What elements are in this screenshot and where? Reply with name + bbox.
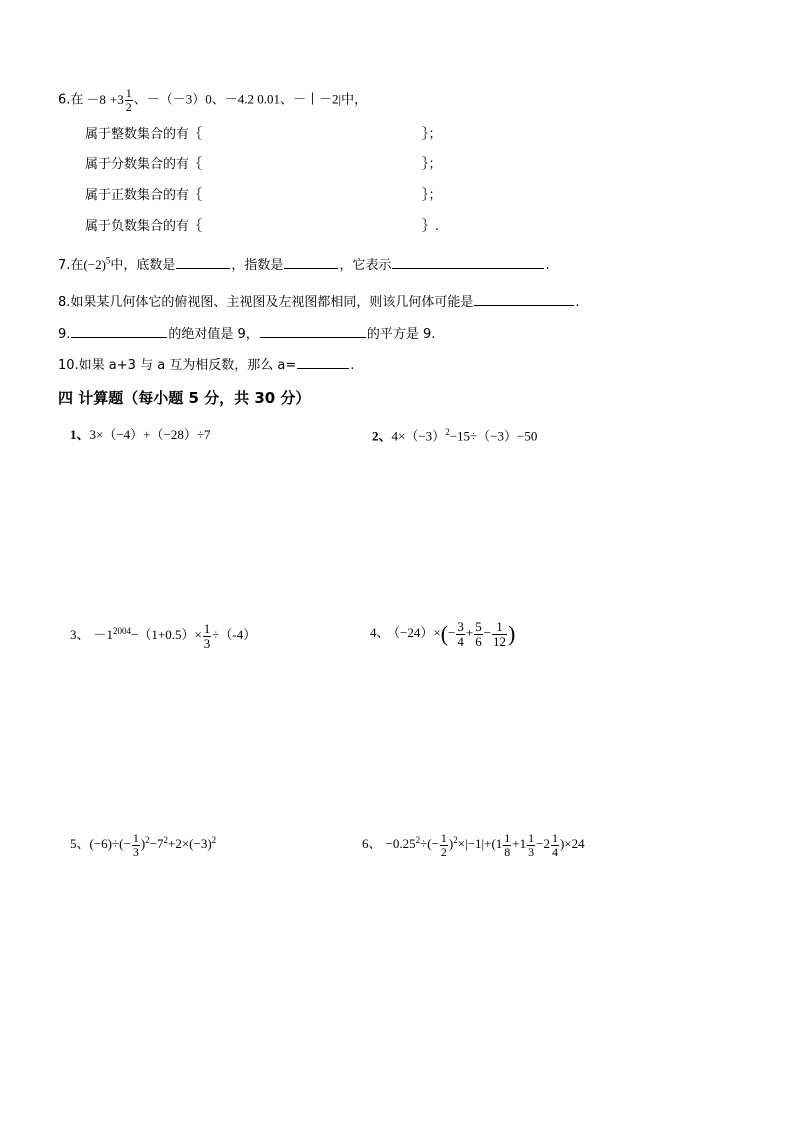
- calc-problem-5-c: −7: [149, 836, 164, 852]
- calc-problem-2-exp: 2: [445, 427, 450, 437]
- q6-fraction: [125, 87, 133, 113]
- calc-problem-4-rparen: ): [508, 621, 516, 647]
- q7-t3: ，它表示: [339, 258, 392, 273]
- q6-row-integer-end: ｝；: [422, 127, 442, 142]
- calc-problem-4-frac-2: [474, 620, 483, 648]
- calc-problem-2-label: 2、: [372, 428, 392, 444]
- q6-row-fraction-end: ｝；: [422, 157, 442, 172]
- calc-problem-3-b: −（1+0.5）×: [131, 627, 202, 643]
- calc-problem-4-frac-1-den: 4: [457, 633, 464, 649]
- q9-t1: 的绝对值是 9，: [168, 327, 259, 342]
- q7-expr: (−2): [83, 257, 106, 272]
- q8-blank[interactable]: [474, 293, 574, 306]
- q10-blank[interactable]: [297, 356, 349, 369]
- calc-problem-5-frac-den: 3: [132, 844, 139, 859]
- q6-num2: +3: [109, 91, 124, 107]
- q6-fraction-num: 1: [125, 86, 132, 100]
- q7-t4: .: [545, 258, 550, 273]
- calc-problem-4-a: （−24）×: [393, 625, 441, 641]
- calc-problem-5-frac-num: 1: [132, 831, 139, 845]
- calc-problem-3-label: 3、: [70, 627, 90, 643]
- q7-line: [58, 256, 550, 272]
- calc-problem-4-frac-3-den: 12: [493, 633, 507, 649]
- q6-line: [58, 87, 367, 113]
- calc-problem-4-frac-2-den: 6: [475, 633, 482, 649]
- calc-problem-6-frac-b: [503, 832, 511, 858]
- calc-problem-5-b: ): [140, 836, 146, 852]
- calc-problem-2-expr-a: 4×（−3）: [391, 428, 446, 444]
- calc-problem-5-e1: 2: [145, 834, 150, 845]
- q9-line: [58, 325, 435, 341]
- calc-problem-6-e: )×24: [559, 836, 585, 852]
- calc-problem-6-e2: 2: [453, 834, 458, 845]
- q6-row-fraction-label: 属于分数集合的有｛: [85, 157, 203, 172]
- calc-problem-3-fraction: [203, 622, 212, 650]
- q7-t1: 中，底数是: [110, 258, 176, 273]
- calc-problem-5-label: 5、: [70, 836, 90, 852]
- calc-problem-6-frac-d-num: 1: [551, 831, 558, 845]
- q6-zai: 在: [70, 92, 84, 108]
- section4-title: 四 计算题（每小题 5 分，共 30 分）: [58, 389, 311, 407]
- q6-rest: 、－（－3）0、－4.2 0.01、－丨－2|中，: [133, 91, 368, 107]
- calc-problem-4-frac-3-num: 1: [492, 620, 507, 635]
- calc-problem-2: [372, 428, 537, 442]
- calc-problem-6-frac-b-num: 1: [504, 831, 511, 845]
- q7-blank-exponent[interactable]: [284, 256, 338, 269]
- calc-problem-6-frac-b-den: 8: [504, 844, 511, 859]
- calc-problem-4-lparen: (: [440, 621, 449, 647]
- q9-t2: 的平方是 9.: [366, 327, 436, 342]
- q6-number: 6.: [58, 92, 71, 108]
- calc-problem-6-b: ÷(−: [420, 836, 439, 852]
- calc-problem-5-d: +2×(−3): [168, 836, 212, 852]
- calc-problem-6-p1: +1: [512, 836, 527, 852]
- q6-row-positive-label: 属于正数集合的有｛: [85, 188, 203, 203]
- q6-fraction-den: 2: [125, 99, 132, 114]
- calc-problem-5-a: (−6)÷(−: [89, 836, 131, 852]
- calc-problem-3-frac-den: 3: [203, 635, 211, 651]
- calc-problem-4: [370, 620, 515, 648]
- q6-row-negative-end: ｝.: [422, 219, 440, 234]
- calc-problem-4-neg: −: [448, 625, 456, 641]
- calc-problem-5: [70, 832, 216, 858]
- calc-problem-4-plus: +: [465, 625, 474, 641]
- calc-problem-6-frac-a: [440, 832, 448, 858]
- calc-problem-4-frac-1-num: 3: [457, 619, 464, 634]
- calc-problem-3-exp: 2004: [113, 625, 132, 636]
- calc-problem-6-frac-d-den: 4: [551, 844, 558, 859]
- calc-problem-3-a: －1: [93, 627, 114, 643]
- q7-lead: 7.在: [58, 258, 84, 273]
- calc-problem-6-frac-c-num: 1: [528, 831, 535, 845]
- q7-blank-meaning[interactable]: [392, 256, 544, 269]
- calc-problem-6-frac-c: [527, 832, 535, 858]
- calc-problem-4-frac-1: [456, 620, 465, 648]
- q6-row-positive: [85, 189, 202, 202]
- q7-blank-base[interactable]: [176, 256, 230, 269]
- calc-problem-1-label: 1、: [70, 427, 90, 442]
- calc-problem-6-label: 6、: [362, 836, 382, 852]
- calc-problem-1: [70, 428, 210, 441]
- q10-line: [58, 356, 354, 372]
- q8-line: [58, 293, 580, 309]
- calc-problem-6: [362, 832, 585, 858]
- calc-problem-2-expr-b: −15÷（−3）−50: [449, 428, 538, 444]
- q8-text: 8.如果某几何体它的俯视图、主视图及左视图都相同，则该几何体可能是: [58, 295, 474, 310]
- q8-end: .: [575, 295, 580, 310]
- calc-problem-6-frac-c-den: 3: [528, 844, 535, 859]
- q10-end: .: [350, 358, 355, 373]
- q10-text: 10.如果 a+3 与 a 互为相反数，那么 a=: [58, 358, 297, 373]
- calc-problem-6-m: −2: [536, 836, 550, 852]
- calc-problem-6-a: −0.25: [385, 836, 416, 852]
- calc-problem-4-frac-3: [492, 620, 507, 648]
- calc-problem-6-d: ×|−1|+(1: [457, 836, 503, 852]
- q6-row-negative-label: 属于负数集合的有｛: [85, 219, 203, 234]
- q7-exponent: 5: [105, 255, 111, 266]
- calc-problem-6-frac-d: [551, 832, 559, 858]
- q9-blank-square[interactable]: [260, 325, 366, 338]
- calc-problem-1-expr: 3×（−4）+（−28）÷7: [89, 427, 211, 442]
- q6-row-fraction: [85, 158, 202, 171]
- q6-row-integer: [85, 128, 202, 141]
- calc-problem-5-fraction: [132, 832, 140, 858]
- q6-row-integer-label: 属于整数集合的有｛: [85, 127, 203, 142]
- calc-problem-6-e1: 2: [415, 834, 421, 845]
- calc-problem-6-frac-a-num: 1: [440, 831, 447, 845]
- calc-problem-3: [70, 622, 256, 650]
- calc-problem-3-c: ÷（-4）: [212, 627, 257, 643]
- calc-problem-5-e2: 2: [163, 834, 168, 845]
- calc-problem-5-e3: 2: [211, 834, 217, 845]
- calc-problem-4-label: 4、: [370, 625, 390, 641]
- calc-problem-4-minus: −: [483, 625, 492, 641]
- calc-problem-6-frac-a-den: 2: [440, 844, 447, 859]
- calc-problem-4-frac-2-num: 5: [475, 619, 482, 634]
- calc-problem-3-frac-num: 1: [203, 621, 211, 636]
- q6-row-negative: [85, 220, 202, 233]
- q6-row-positive-end: ｝；: [422, 188, 442, 203]
- q6-num1: －8: [86, 91, 106, 107]
- calc-problem-6-c: ): [448, 836, 454, 852]
- q7-t2: ，指数是: [231, 258, 284, 273]
- q9-blank-abs[interactable]: [71, 325, 167, 338]
- q9-lead: 9.: [58, 327, 71, 342]
